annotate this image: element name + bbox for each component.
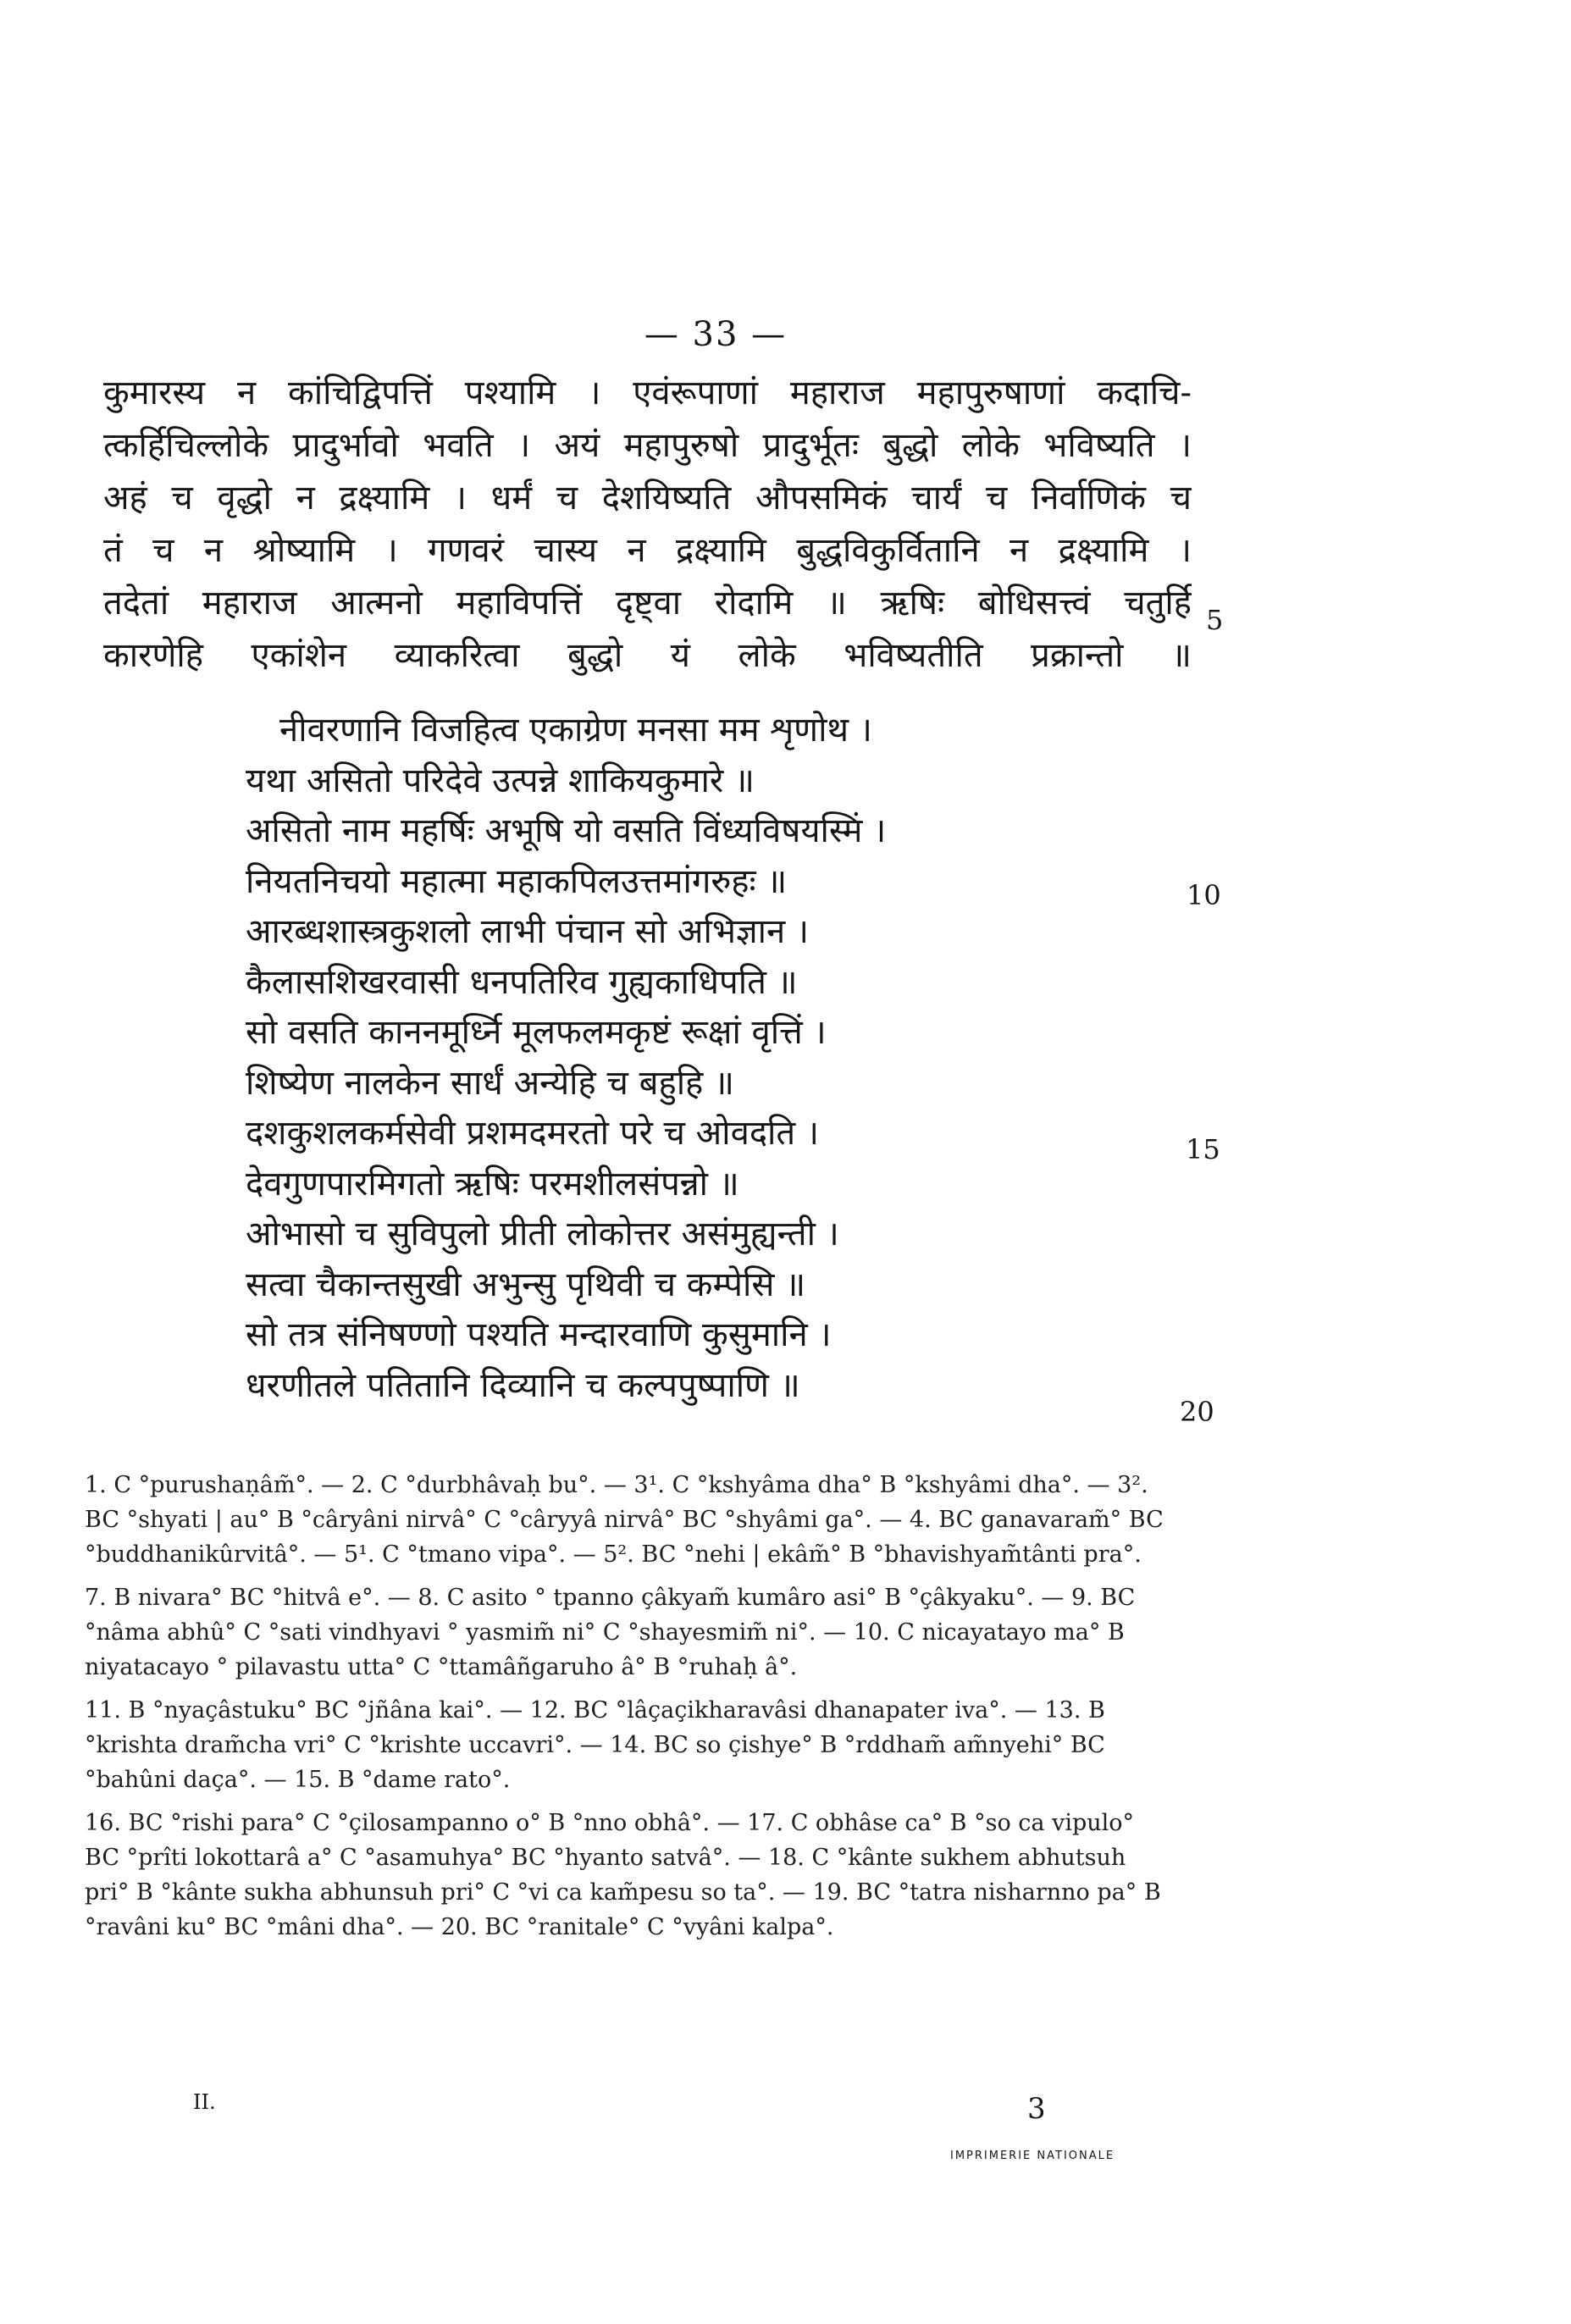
line-number: 15 — [1186, 1133, 1220, 1165]
line-number: 10 — [1187, 879, 1221, 911]
verse-line: कैलासशिखरवासी धनपतिरिव गुह्यकाधिपति ॥ — [246, 962, 798, 1002]
prose-line: कारणेहि एकांशेन व्याकरित्वा बुद्धो यं लोके भविष्यतीति प्रक्रान्तो ॥ — [103, 636, 1192, 675]
verse-line: सत्वा चैकान्तसुखी अभुन्सु पृथिवी च कम्पेसि ॥ — [246, 1264, 806, 1304]
footnote: 1. C °purushaṇâm̃°. — 2. C °durbhâvaḥ bu°. — 3¹. C °kshyâma dha° B °kshyâmi dha°. — 3². BC °shyati | au° B °câryâni nirvâ° C °câryyâ nirvâ° BC °shyâmi ga°. — 4. BC ganavaram̃° BC °buddhanikûrvitâ°. — 5¹. C °tmano vipa°. — 5². BC °nehi | ekâm̃° B °bhavishyam̃tânti pra°. — [85, 1472, 1164, 1568]
footnotes — [85, 1468, 1164, 1953]
verse-line: दशकुशलकर्मसेवी प्रशमदमरतो परे च ओवदति । — [246, 1114, 820, 1153]
prose-line: कुमारस्य न कांचिद्विपत्तिं पश्यामि । एवंरूपाणां महाराज महापुरुषाणां कदाचि- — [103, 374, 1192, 412]
verse-line: धरणीतले पतितानि दिव्यानि च कल्पपुष्पाणि ॥ — [246, 1365, 800, 1405]
footnote: 7. B nivara° BC °hitvâ e°. — 8. C asito ° tpanno çâkyam̃ kumâro asi° B °çâkyaku°. — 9. BC °nâma abhû° C °sati vindhyavi ° yasmim̃ ni° C °shayesmim̃ ni°. — 10. C nicayatayo ma° B niyatacayo ° pilavastu utta° C °ttamâñgaruho â° B °ruhaḥ â°. — [85, 1585, 1136, 1680]
verse-line: नियतनिचयो महात्मा महाकपिलउत्तमांगरुहः ॥ — [246, 861, 788, 901]
sheet-number: 3 — [1027, 2092, 1046, 2126]
prose-line: तं च न श्रोष्यामि । गणवरं चास्य न द्रक्ष्यामि बुद्धविकुर्वितानि न द्रक्ष्यामि । — [103, 531, 1192, 570]
verse-line: नीवरणानि विजहित्व एकाग्रेण मनसा मम शृणोथ । — [279, 711, 872, 750]
footnote: 16. BC °rishi para° C °çilosampanno o° B °nno obhâ°. — 17. C obhâse ca° B °so ca vipulo° BC °prîti lokottarâ a° C °asamuhya° BC °hyanto satvâ°. — 18. C °kânte sukhem abhutsuh pri° B °kânte sukha abhunsuh pri° C °vi ca kam̃pesu so ta°. — 19. BC °tatra nisharnno pa° B °ravâni ku° BC °mâni dha°. — 20. BC °ranitale° C °vyâni kalpa°. — [85, 1810, 1161, 1940]
verse-line: देवगुणपारमिगतो ऋषिः परमशीलसंपन्नो ॥ — [246, 1164, 739, 1204]
signature-mark: II. — [193, 2090, 216, 2114]
verse-line: आरब्धशास्त्रकुशलो लाभी पंचान सो अभिज्ञान । — [246, 912, 810, 951]
prose-line: तदेतां महाराज आत्मनो महाविपत्तिं दृष्ट्वा रोदामि ॥ ऋषिः बोधिसत्त्वं चतुर्हि — [103, 584, 1192, 622]
line-number: 5 — [1206, 604, 1224, 636]
line-number: 20 — [1180, 1396, 1214, 1428]
footnote: 11. B °nyaçâstuku° BC °jñâna kai°. — 12. BC °lâçaçikharavâsi dhanapater iva°. — 13. B °krishta dram̃cha vri° C °krishte uccavri°. — 14. BC so çishye° B °rddham̃ am̃nyehi° BC °bahûni daça°. — 15. B °dame rato°. — [85, 1697, 1105, 1793]
verse-line: असितो नाम महर्षिः अभूषि यो वसति विंध्यविषयस्मिं । — [246, 811, 887, 850]
verse-line: ओभासो च सुविपुलो प्रीती लोकोत्तर असंमुह्यन्ती । — [246, 1215, 839, 1253]
prose-line: त्कर्हिचिल्लोके प्रादुर्भावो भवति । अयं महापुरुषो प्रादुर्भूतः बुद्धो लोके भविष्यति । — [103, 426, 1192, 465]
page-number: — 33 — — [644, 315, 788, 354]
verse-line: यथा असितो परिदेवे उत्पन्ने शाकियकुमारे ॥ — [246, 761, 755, 800]
verse-line: शिष्येण नालकेन सार्धं अन्येहि च बहुहि ॥ — [246, 1063, 734, 1103]
prose-line: अहं च वृद्धो न द्रक्ष्यामि । धर्मं च देशयिष्यति औपसमिकं चार्यं च निर्वाणिकं च — [103, 479, 1192, 517]
printer-imprint: IMPRIMERIE NATIONALE — [950, 2150, 1115, 2162]
verse-line: सो वसति काननमूर्ध्नि मूलफलमकृष्टं रूक्षां वृत्तिं । — [246, 1013, 827, 1052]
prose-block — [103, 367, 1192, 682]
verse-line: सो तत्र संनिषण्णो पश्यति मन्दारवाणि कुसुमानि । — [246, 1315, 832, 1354]
verse-block — [246, 706, 1093, 1411]
